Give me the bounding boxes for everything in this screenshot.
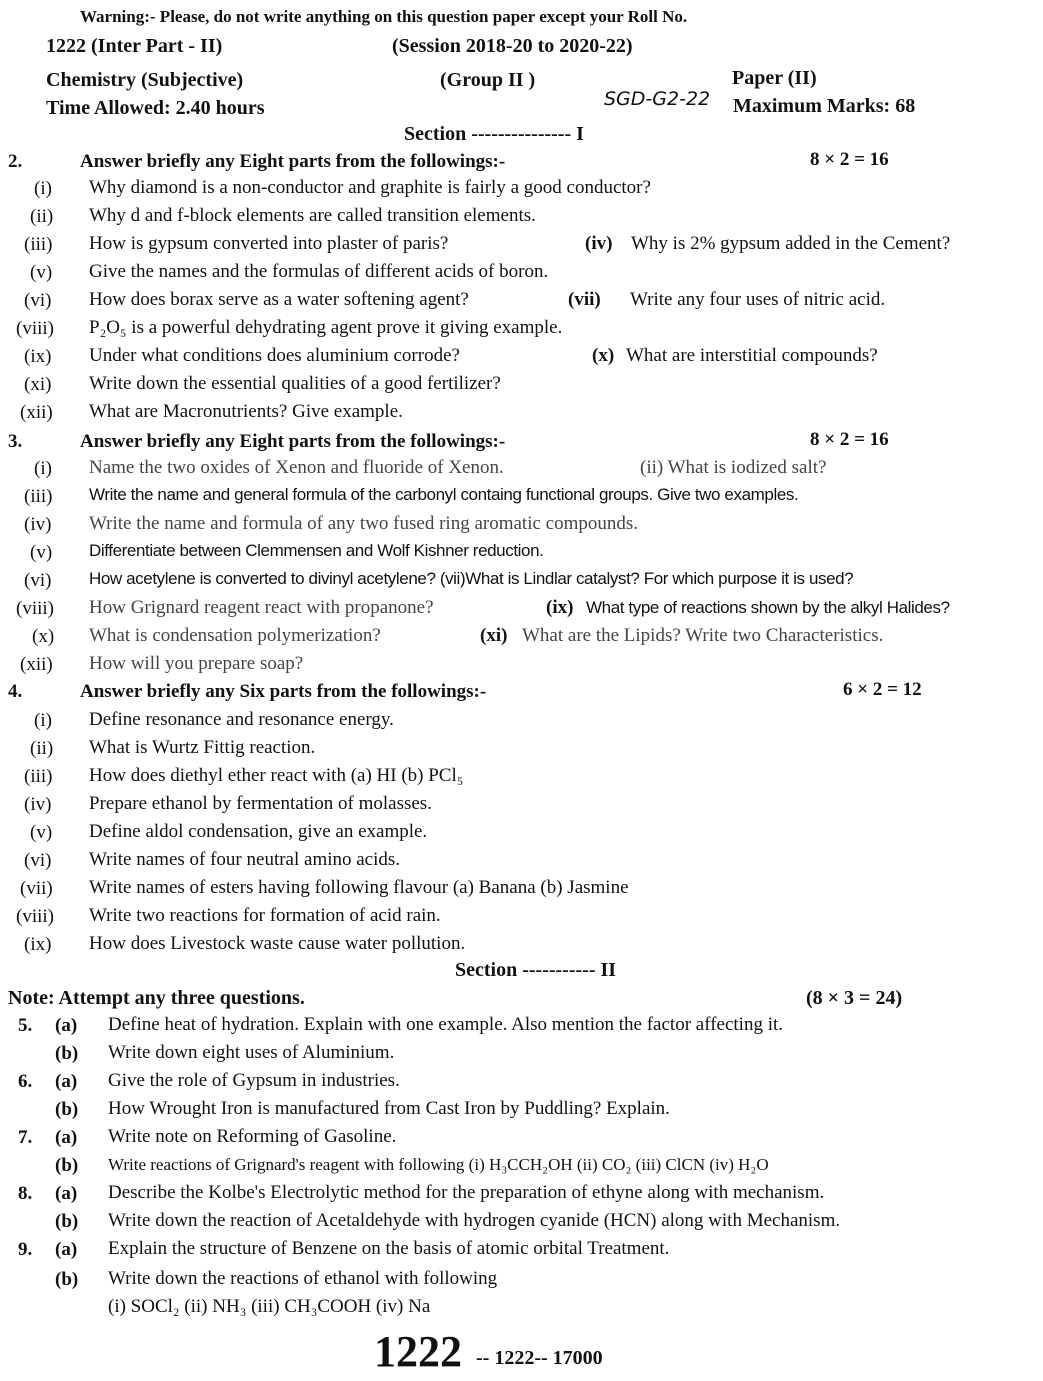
part-label: (i): [34, 178, 52, 199]
session: (Session 2018-20 to 2020-22): [392, 35, 633, 57]
max-marks: Maximum Marks: 68: [733, 95, 916, 117]
q6-a-text: Give the role of Gypsum in industries.: [108, 1070, 400, 1091]
q6-number: 6.: [18, 1071, 33, 1092]
q2-number: 2.: [8, 151, 23, 172]
paper-code: 1222 (Inter Part - II): [46, 35, 223, 57]
q2-part-text: Why is 2% gypsum added in the Cement?: [631, 233, 951, 254]
part-label: (b): [55, 1099, 79, 1120]
q3-part-text: Name the two oxides of Xenon and fluoride of Xenon.: [89, 457, 504, 478]
part-label: (vi): [24, 290, 52, 311]
part-label: (x): [592, 345, 615, 366]
q6-b-text: How Wrought Iron is manufactured from Cast Iron by Puddling? Explain.: [108, 1098, 670, 1119]
part-label: (iii): [24, 234, 53, 255]
q4-part-text: What is Wurtz Fittig reaction.: [89, 737, 316, 758]
section-1-title: Section --------------- I: [404, 123, 584, 145]
q2-part-text: P₂O₅ is a powerful dehydrating agent prove it giving example.: [89, 317, 563, 338]
part-label: (i): [34, 710, 52, 731]
q5-number: 5.: [18, 1015, 33, 1036]
part-label: (xii): [20, 402, 53, 423]
q3-part-text: What are the Lipids? Write two Characteristics.: [522, 625, 884, 646]
q2-part-text: What are Macronutrients? Give example.: [89, 401, 403, 422]
q3-part-text: How acetylene is converted to divinyl acetylene? (vii)What is Lindlar catalyst? For which purpose it is used?: [89, 569, 854, 588]
q2-heading: Answer briefly any Eight parts from the followings:-: [80, 151, 506, 172]
part-label: (b): [55, 1043, 79, 1064]
q3-part-text: (ii) What is iodized salt?: [640, 457, 827, 478]
note-marks: (8 × 3 = 24): [806, 987, 903, 1009]
part-label: (xi): [24, 374, 52, 395]
part-label: (vii): [20, 878, 53, 899]
paper-number: Paper (II): [732, 67, 817, 89]
part-label: (iv): [24, 514, 52, 535]
q3-part-text: How will you prepare soap?: [89, 653, 304, 674]
q2-part-text: Why d and f-block elements are called transition elements.: [89, 205, 536, 226]
part-label: (viii): [16, 318, 54, 339]
q5-b-text: Write down eight uses of Aluminium.: [108, 1042, 395, 1063]
q3-part-text: Differentiate between Clemmensen and Wolf Kishner reduction.: [89, 541, 544, 560]
q3-part-text: What is condensation polymerization?: [89, 625, 381, 646]
subject: Chemistry (Subjective): [46, 69, 244, 91]
q4-part-text: Prepare ethanol by fermentation of molasses.: [89, 793, 432, 814]
part-label: (v): [30, 542, 53, 563]
q4-heading: Answer briefly any Six parts from the followings:-: [80, 681, 487, 702]
part-label: (viii): [16, 906, 54, 927]
part-label: (i): [34, 458, 52, 479]
q9-b-reagents: (i) SOCl₂ (ii) NH₃ (iii) CH₃COOH (iv) Na: [108, 1296, 431, 1317]
section-2-title: Section ----------- II: [455, 959, 617, 981]
part-label: (xi): [480, 625, 508, 646]
part-label: (viii): [16, 598, 54, 619]
q4-part-text: Write two reactions for formation of acid rain.: [89, 905, 441, 926]
part-label: (a): [55, 1127, 78, 1148]
part-label: (v): [30, 822, 53, 843]
q3-part-text: How Grignard reagent react with propanone?: [89, 597, 434, 618]
part-label: (b): [55, 1269, 79, 1290]
q4-part-text: Define resonance and resonance energy.: [89, 709, 394, 730]
q3-part-text: Write the name and formula of any two fused ring aromatic compounds.: [89, 513, 639, 534]
q7-number: 7.: [18, 1127, 33, 1148]
part-label: (b): [55, 1155, 79, 1176]
q2-part-text: Write down the essential qualities of a good fertilizer?: [89, 373, 501, 394]
part-label: (a): [55, 1239, 78, 1260]
q2-part-text: What are interstitial compounds?: [626, 345, 878, 366]
warning-text: Warning:- Please, do not write anything on this question paper except your Roll No.: [80, 7, 688, 26]
part-label: (x): [32, 626, 55, 647]
part-label: (a): [55, 1015, 78, 1036]
q4-part-text: Write names of esters having following flavour (a) Banana (b) Jasmine: [89, 877, 629, 898]
part-label: (iv): [24, 794, 52, 815]
q2-part-text: Write any four uses of nitric acid.: [630, 289, 886, 310]
part-label: (ii): [30, 206, 54, 227]
q4-part-text: How does Livestock waste cause water pollution.: [89, 933, 466, 954]
part-label: (vi): [24, 570, 52, 591]
q2-part-text: Why diamond is a non-conductor and graphite is fairly a good conductor?: [89, 177, 651, 198]
part-label: (vii): [568, 289, 601, 310]
q7-a-text: Write note on Reforming of Gasoline.: [108, 1126, 397, 1147]
part-label: (a): [55, 1071, 78, 1092]
note: Note: Attempt any three questions.: [8, 987, 305, 1009]
q2-part-text: Under what conditions does aluminium corrode?: [89, 345, 460, 366]
q3-number: 3.: [8, 431, 23, 452]
q8-a-text: Describe the Kolbe's Electrolytic method for the preparation of ethyne along with mechanism.: [108, 1182, 825, 1203]
q4-part-text: Define aldol condensation, give an example.: [89, 821, 428, 842]
q4-number: 4.: [8, 681, 23, 702]
part-label: (vi): [24, 850, 52, 871]
q8-number: 8.: [18, 1183, 33, 1204]
part-label: (a): [55, 1183, 78, 1204]
handwritten-note: SGD-G2-22: [604, 88, 711, 110]
q9-number: 9.: [18, 1239, 33, 1260]
part-label: (iv): [585, 233, 613, 254]
part-label: (xii): [20, 654, 53, 675]
q2-part-text: Give the names and the formulas of different acids of boron.: [89, 261, 549, 282]
time-allowed: Time Allowed: 2.40 hours: [46, 97, 265, 119]
part-label: (ix): [546, 597, 574, 618]
footer-code: 1222: [374, 1327, 462, 1376]
part-label: (b): [55, 1211, 79, 1232]
part-label: (ii): [30, 738, 54, 759]
group: (Group II ): [440, 69, 536, 91]
part-label: (ix): [24, 346, 52, 367]
q3-heading: Answer briefly any Eight parts from the followings:-: [80, 431, 506, 452]
part-label: (ix): [24, 934, 52, 955]
part-label: (iii): [24, 486, 53, 507]
q3-marks: 8 × 2 = 16: [810, 429, 889, 450]
q2-marks: 8 × 2 = 16: [810, 149, 889, 170]
footer-serial: -- 1222-- 17000: [476, 1347, 603, 1369]
q5-a-text: Define heat of hydration. Explain with one example. Also mention the factor affecting it.: [108, 1014, 784, 1035]
q4-part-text: How does diethyl ether react with (a) HI (b) PCl₅: [89, 765, 464, 786]
q2-part-text: How is gypsum converted into plaster of paris?: [89, 233, 449, 254]
q3-part-text: What type of reactions shown by the alkyl Halides?: [586, 598, 950, 617]
q4-part-text: Write names of four neutral amino acids.: [89, 849, 401, 870]
q9-a-text: Explain the structure of Benzene on the basis of atomic orbital Treatment.: [108, 1238, 670, 1259]
part-label: (iii): [24, 766, 53, 787]
q8-b-text: Write down the reaction of Acetaldehyde with hydrogen cyanide (HCN) along with Mechanism.: [108, 1210, 841, 1231]
q3-part-text: Write the name and general formula of the carbonyl containg functional groups. Give two examples.: [89, 485, 799, 504]
q7-b-text: Write reactions of Grignard's reagent with following (i) H₃CCH₂OH (ii) CO₂ (iii) ClCN (iv) H₂O: [108, 1155, 769, 1174]
q2-part-text: How does borax serve as a water softening agent?: [89, 289, 469, 310]
part-label: (v): [30, 262, 53, 283]
q9-b-text: Write down the reactions of ethanol with following: [108, 1268, 498, 1289]
q4-marks: 6 × 2 = 12: [843, 679, 922, 700]
